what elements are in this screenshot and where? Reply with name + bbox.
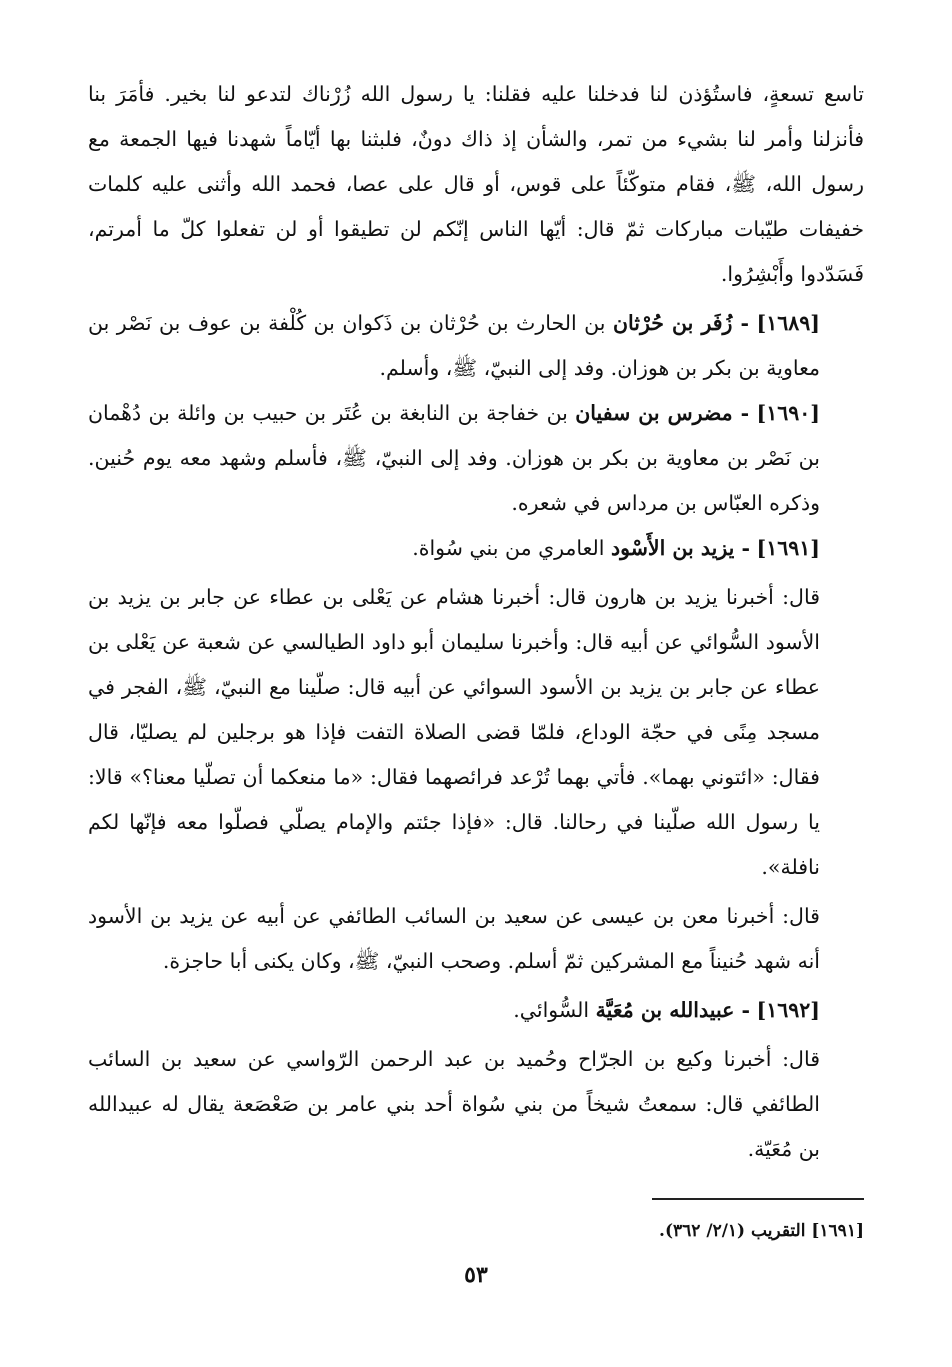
entry-1691 bbox=[88, 526, 864, 571]
paragraph-3: قال: أخبرنا معن بن عيسى عن سعيد بن السائب الطائفي عن أبيه عن يزيد بن الأسود أنه شهد حُنيناً مع المشركين ثمّ أسلم. وصحب النبيّ، ﷺ، وكان يكنى أبا حاجزة. bbox=[88, 904, 820, 973]
entry-text: بن خفاجة بن النابغة بن عُتَر بن حبيب بن وائلة بن دُهْمان بن نَصْر بن معاوية بن بكر بن هوزان. وفد إلى النبيّ، ﷺ، فأسلم وشهد معه يوم حُنين. وذكره العبّاس بن مرداس في شعره. bbox=[88, 401, 820, 515]
entry-text: بن الحارث بن حُرْثان بن ذَكوان بن كُلْفة بن عوف بن نَصْر بن معاوية بن بكر بن هوزان. وفد إلى النبيّ، ﷺ، وأسلم. bbox=[88, 311, 820, 380]
footnote-divider bbox=[652, 1198, 864, 1200]
entry-number: [١٦٨٩] bbox=[756, 311, 820, 335]
page-body bbox=[88, 72, 864, 1172]
paragraph-2: قال: أخبرنا يزيد بن هارون قال: أخبرنا هشام عن يَعْلى بن عطاء عن جابر بن يزيد بن الأسود السُّوائي عن أبيه قال: وأخبرنا سليمان أبو داود الطيالسي عن شعبة عن يَعْلى بن عطاء عن جابر بن يزيد بن الأسود السوائي عن أبيه قال: صلّينا مع النبيّ، ﷺ، الفجر في مسجد مِنًى في حجّة الوداع، فلمّا قضى الصلاة التفت فإذا هو برجلين لم يصليّا، قال فقال: «ائتوني بهما». فأتي بهما تُرْعد فرائصهما فقال: «ما منعكما أن تصلّيا معنا؟» قالا: يا رسول الله صلّينا في رحالنا. قال: «فإذا جئتم والإمام يصلّي فصلّوا معه فإنّها لكم نافلة». bbox=[88, 585, 820, 879]
entry-number: [١٦٩٢] bbox=[756, 998, 820, 1022]
entry-number: [١٦٩٠] bbox=[756, 401, 820, 425]
entry-1690 bbox=[88, 391, 864, 526]
entry-1689 bbox=[88, 301, 864, 391]
paragraph-4: قال: أخبرنا وكيع بن الجرّاح وحُميد بن عبد الرحمن الرّواسي عن سعيد بن السائب الطائفي قال: سمعتُ شيخاً من بني سُواة أحد بني عامر بن صَعْصَعة يقال له عبيدالله بن مُعَيّة. bbox=[88, 1047, 820, 1161]
entry-text: العامري من بني سُواة. bbox=[412, 536, 605, 560]
entry-name: - يزيد بن الأَسْود bbox=[611, 536, 751, 560]
entry-1692 bbox=[88, 988, 864, 1033]
entry-name: - مضرس بن سفيان bbox=[575, 401, 750, 425]
page-number: ٥٣ bbox=[464, 1262, 488, 1288]
entry-name: - عبيدالله بن مُعَيَّة bbox=[595, 998, 751, 1022]
entry-name: - زُفَر بن حُرْثان bbox=[612, 311, 750, 335]
entry-number: [١٦٩١] bbox=[756, 536, 820, 560]
paragraph-1: تاسع تسعةٍ، فاستُؤذن لنا فدخلنا عليه فقلنا: يا رسول الله زُرْناك لتدعو لنا بخير. فأمَرَ بنا فأنزلنا وأمر لنا بشيء من تمر، والشأن إذ ذاك دونٌ، فلبثنا بها أيّاماً شهدنا فيها الجمعة مع رسول الله، ﷺ، فقام متوكّئاً على قوس، أو قال على عصا، فحمد الله وأثنى عليه كلمات خفيفات طيّبات مباركات ثمّ قال: أيّها الناس إنّكم لن تطيقوا أو لن تفعلوا كلّ ما أمرتم، فَسَدّدوا وأَبْشِرُوا. bbox=[88, 82, 864, 286]
footnote: [١٦٩١] التقريب (٢/١/ ٣٦٢). bbox=[659, 1221, 864, 1241]
entry-text: السُّوائي. bbox=[513, 998, 590, 1022]
